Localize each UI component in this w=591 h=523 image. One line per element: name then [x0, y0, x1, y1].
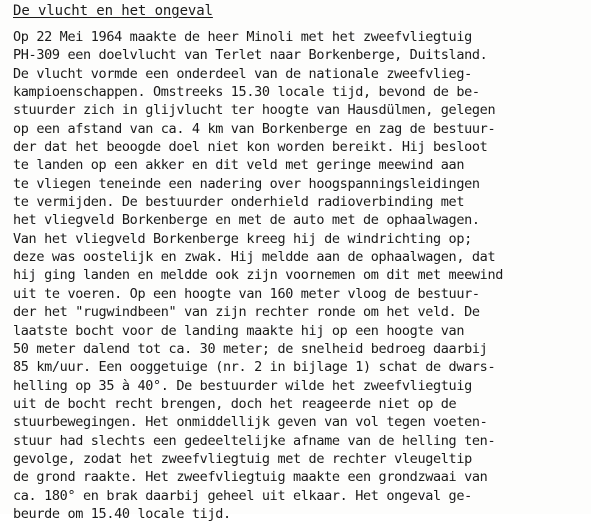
- text-line: stuur had slechts een gedeeltelijke afname van de helling ten-: [13, 432, 496, 449]
- text-line: deze was oostelijk en zwak. Hij meldde aan de ophaalwagen, dat: [13, 249, 496, 266]
- text-line: helling op 35 à 40°. De bestuurder wilde het zweefvliegtuig: [13, 377, 472, 394]
- text-line: uit de bocht recht brengen, doch het reageerde niet op de: [13, 395, 457, 412]
- text-line: het vliegveld Borkenberge en met de auto met de ophaalwagen.: [13, 212, 480, 229]
- text-line: der dat het beoogde doel niet kon worden bereikt. Hij besloot: [13, 139, 488, 156]
- text-line: der het "rugwindbeen" van zijn rechter ronde om het veld. De: [13, 304, 480, 321]
- text-line: Van het vliegveld Borkenberge kreeg hij de windrichting op;: [13, 230, 472, 247]
- text-line: de grond raakte. Het zweefvliegtuig maakte een grondzwaai van: [13, 469, 488, 486]
- text-line: gevolge, zodat het zweefvliegtuig met de rechter vleugeltip: [13, 450, 472, 467]
- text-line: PH-309 een doelvlucht van Terlet naar Borkenberge, Duitsland.: [13, 47, 488, 64]
- text-line: 50 meter dalend tot ca. 30 meter; de snelheid bedroeg daarbij: [13, 340, 488, 357]
- text-line: laatste bocht voor de landing maakte hij op een hoogte van: [13, 322, 465, 339]
- text-line: te vermijden. De bestuurder onderhield radioverbinding met: [13, 194, 465, 211]
- text-line: op een afstand van ca. 4 km van Borkenberge en zag de bestuur-: [13, 120, 496, 137]
- text-line: beurde om 15.40 locale tijd.: [13, 505, 231, 522]
- text-line: hij ging landen en meldde ook zijn voornemen om dit met meewind: [13, 267, 503, 284]
- text-line: De vlucht vormde een onderdeel van de nationale zweefvlieg-: [13, 65, 472, 82]
- text-line: kampioenschappen. Omstreeks 15.30 locale tijd, bevond de be-: [13, 84, 480, 101]
- text-line: te landen op een akker en dit veld met geringe meewind aan: [13, 157, 465, 174]
- text-line: stuurbewegingen. Het onmiddellijk geven van vol tegen voeten-: [13, 414, 488, 431]
- text-line: uit te voeren. Op een hoogte van 160 meter vloog de bestuur-: [13, 285, 480, 302]
- body-paragraph: [13, 28, 588, 523]
- text-line: 85 km/uur. Een ooggetuige (nr. 2 in bijlage 1) schat de dwars-: [13, 359, 496, 376]
- text-line: Op 22 Mei 1964 maakte de heer Minoli met het zweefvliegtuig: [13, 29, 472, 45]
- text-line: ca. 180° en brak daarbij geheel uit elkaar. Het ongeval ge-: [13, 487, 472, 504]
- text-line: te vliegen teneinde een nadering over hoogspanningsleidingen: [13, 175, 480, 192]
- section-heading: De vlucht en het ongeval: [13, 3, 213, 19]
- text-line: stuurder zich in glijvlucht ter hoogte van Hausdülmen, gelegen: [13, 102, 496, 119]
